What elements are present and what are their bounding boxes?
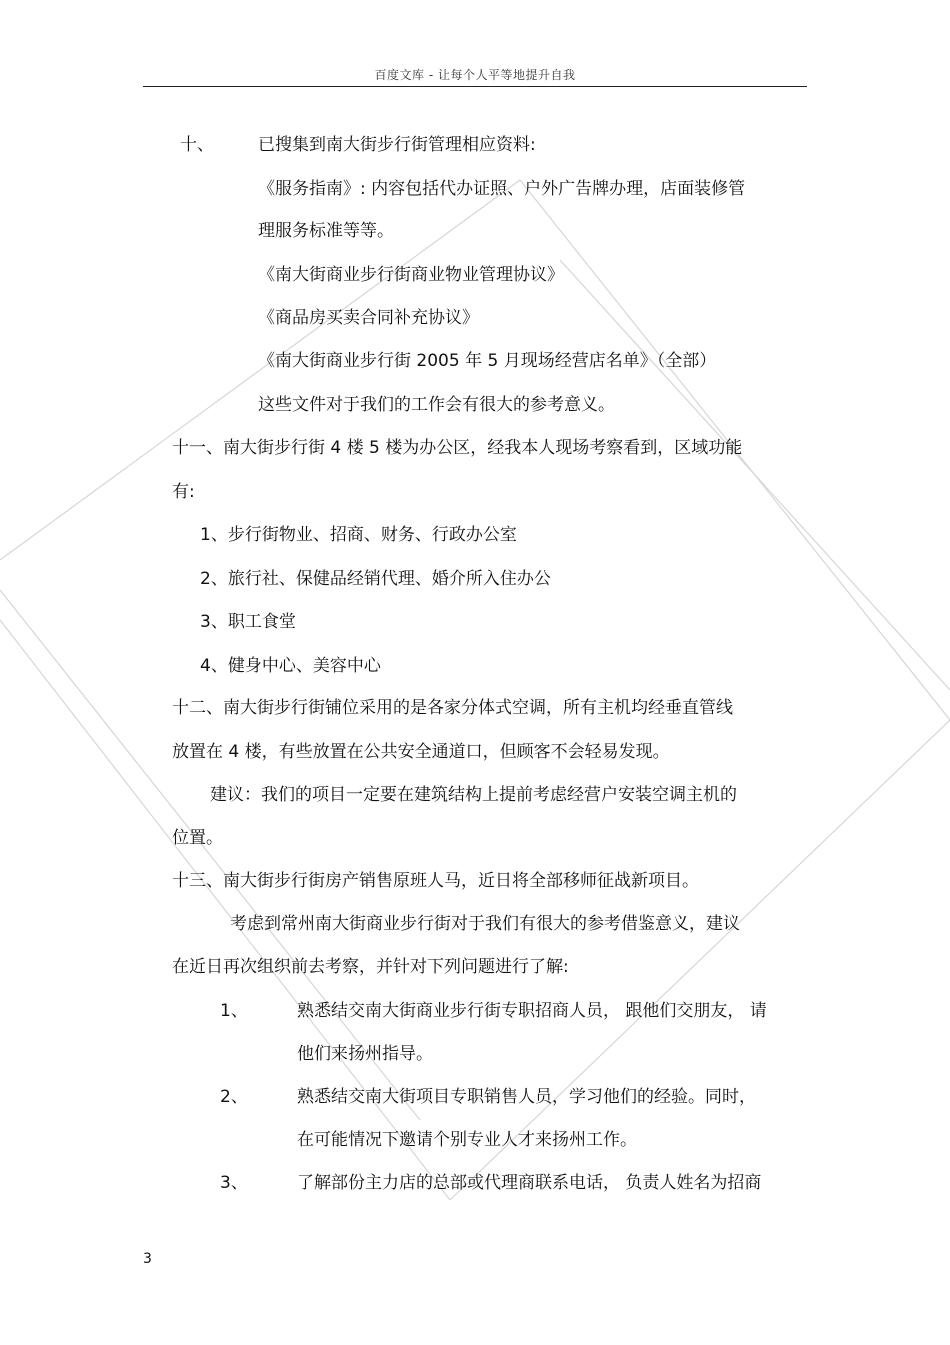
section-11-item1: 1、步行街物业、招商、财务、行政办公室: [200, 525, 517, 545]
page-number: 3: [143, 1251, 152, 1267]
section-13-line2: 考虑到常州南大街商业步行街对于我们有很大的参考借鉴意义，建议: [230, 914, 740, 934]
page-header: 百度文库 - 让每个人平等地提升自我: [374, 68, 576, 82]
section-13-item3-line1: 了解部份主力店的总部或代理商联系电话， 负责人姓名为招商: [297, 1173, 762, 1193]
section-10-doc1-line2: 理服务标准等等。: [258, 221, 394, 241]
section-12-suggestion-line1: 建议：我们的项目一定要在建筑结构上提前考虑经营户安装空调主机的: [210, 785, 737, 805]
section-13-line3: 在近日再次组织前去考察，并针对下列问题进行了解:: [172, 957, 569, 977]
header-divider: [143, 86, 807, 87]
section-10-doc3: 《商品房买卖合同补充协议》: [258, 308, 479, 328]
section-10-number: 十、: [180, 135, 214, 155]
section-13-item1-line1: 熟悉结交南大街商业步行街专职招商人员， 跟他们交朋友， 请: [297, 1001, 767, 1021]
section-12-suggestion-line2: 位置。: [172, 828, 223, 848]
section-11-item4: 4、健身中心、美容中心: [200, 656, 381, 676]
section-10-doc4: 《南大街商业步行街 2005 年 5 月现场经营店名单》（全部）: [258, 351, 717, 371]
section-10-title: 已搜集到南大街步行街管理相应资料:: [258, 135, 536, 155]
section-13-item3-number: 3、: [220, 1173, 248, 1193]
section-10-doc2: 《南大街商业步行街商业物业管理协议》: [258, 265, 564, 285]
section-13-line1: 十三、南大街步行街房产销售原班人马，近日将全部移师征战新项目。: [172, 871, 699, 891]
section-13-item1-line2: 他们来扬州指导。: [297, 1044, 433, 1064]
section-10-note: 这些文件对于我们的工作会有很大的参考意义。: [258, 395, 615, 415]
section-13-item2-number: 2、: [220, 1087, 248, 1107]
section-13-item2-line2: 在可能情况下邀请个别专业人才来扬州工作。: [297, 1130, 637, 1150]
section-13-item1-number: 1、: [220, 1001, 248, 1021]
section-11-item2: 2、旅行社、保健品经销代理、婚介所入住办公: [200, 569, 551, 589]
section-10-doc1-line1: 《服务指南》: 内容包括代办证照、户外广告牌办理，店面装修管: [258, 179, 746, 199]
section-11-item3: 3、职工食堂: [200, 612, 296, 632]
section-11-line2: 有:: [172, 482, 195, 502]
section-12-line1: 十二、南大街步行街铺位采用的是各家分体式空调，所有主机均经垂直管线: [172, 698, 733, 718]
section-13-item2-line1: 熟悉结交南大街项目专职销售人员，学习他们的经验。同时，: [297, 1087, 756, 1107]
section-12-line2: 放置在 4 楼，有些放置在公共安全通道口，但顾客不会轻易发现。: [172, 742, 670, 762]
section-11-line1: 十一、南大街步行街 4 楼 5 楼为办公区，经我本人现场考察看到，区域功能: [172, 438, 743, 458]
